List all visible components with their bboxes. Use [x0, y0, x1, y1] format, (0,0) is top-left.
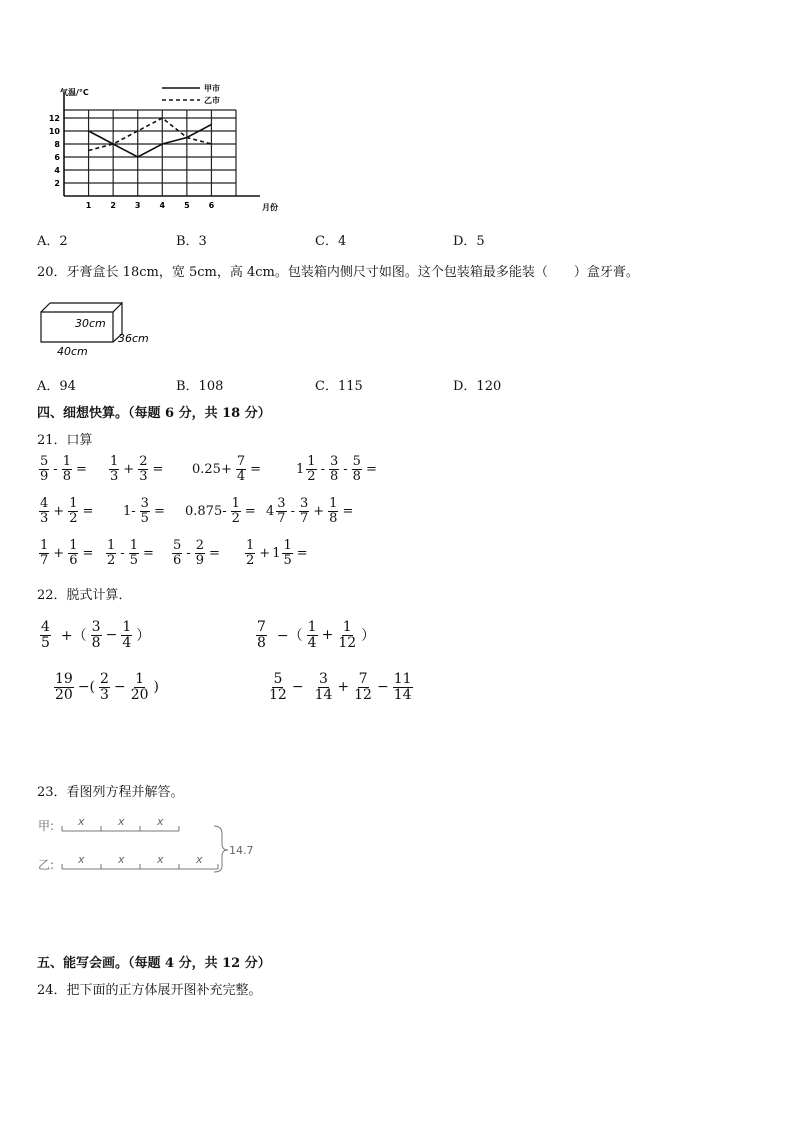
q19-option-d[interactable]: D．5: [453, 234, 485, 249]
x-label: x: [78, 815, 85, 828]
q24-title: 24．把下面的正方体展开图补充完整。: [37, 983, 262, 998]
x-label: x: [157, 815, 164, 828]
y-tick-label: 12: [48, 114, 60, 123]
q20-option-c[interactable]: C．115: [315, 379, 363, 394]
x-tick-label: 4: [159, 201, 166, 210]
x-label: x: [118, 853, 125, 866]
total-label: 14.7: [229, 844, 254, 857]
x-label: x: [157, 853, 164, 866]
q21-expr: $\frac{1}{2}$ - $\frac{1}{5}$ =: [107, 538, 154, 568]
box-top-label: 30cm: [75, 317, 106, 330]
y-tick-label: 4: [54, 166, 60, 175]
section-4-title: 四、细想快算。（每题 6 分，共 18 分）: [37, 406, 271, 421]
segment-diagram: [36, 812, 266, 874]
y-tick-label: 10: [48, 127, 60, 136]
x-label: x: [196, 853, 203, 866]
x-tick-label: 6: [208, 201, 215, 210]
series-line-jia: [89, 125, 212, 158]
legend-label: 乙市: [204, 96, 220, 105]
x-tick-label: 3: [134, 201, 141, 210]
q21-expr: 1 $\frac{1}{2}$ - $\frac{3}{8}$ - $\frac{5}{8}$ =: [296, 454, 377, 484]
x-tick-label: 5: [184, 201, 190, 210]
y-axis-title: 气温/°C: [60, 88, 89, 97]
x-tick-label: 1: [85, 201, 92, 210]
x-axis-title: 月份: [262, 203, 278, 212]
y-tick-label: 8: [54, 140, 60, 149]
q21-expr: $\frac{5}{9}$ - $\frac{1}{8}$ =: [40, 454, 87, 484]
q22-expr-d: $\frac{5}{12}$ − $\frac{3}{14}$ + $\frac{7}{12}$ − $\frac{11}{14}$: [269, 671, 412, 703]
section-5-title: 五、能写会画。（每题 4 分，共 12 分）: [37, 956, 271, 971]
packing-box-figure: [38, 300, 168, 360]
x-label: x: [78, 853, 85, 866]
q19-option-a[interactable]: A．2: [37, 234, 68, 249]
q21-expr: 4 $\frac{3}{7}$ - $\frac{3}{7}$ + $\frac{1}{8}$ =: [266, 496, 354, 526]
box-bottom-label: 40cm: [57, 345, 88, 358]
q19-option-b[interactable]: B．3: [176, 234, 207, 249]
q20-option-d[interactable]: D．120: [453, 379, 502, 394]
q21-expr: $\frac{1}{7}$ + $\frac{1}{6}$ =: [40, 538, 94, 568]
x-label: x: [118, 815, 125, 828]
x-tick-label: 2: [110, 201, 116, 210]
q23-title: 23．看图列方程并解答。: [37, 785, 184, 800]
y-tick-label: 2: [54, 179, 60, 188]
q20-question: 20．牙膏盒长 18cm，宽 5cm，高 4cm。包装箱内侧尺寸如图。这个包装箱最多能装（ ）盒牙膏。: [37, 265, 639, 280]
q22-expr-c: $\frac{19}{20}$ −( $\frac{2}{3}$ − $\frac{1}{20}$ ): [55, 671, 159, 703]
q22-title: 22．脱式计算．: [37, 588, 132, 603]
q21-expr: 0.25+ $\frac{7}{4}$ =: [192, 454, 262, 484]
q22-expr-a: $\frac{4}{5}$ +（ $\frac{3}{8}$ − $\frac{1}{4}$ ）: [41, 619, 151, 651]
q21-expr: $\frac{4}{3}$ + $\frac{1}{2}$ =: [40, 496, 94, 526]
q20-option-a[interactable]: A．94: [37, 379, 76, 394]
jia-label: 甲:: [38, 819, 55, 833]
temperature-line-chart: [50, 80, 290, 220]
q20-option-b[interactable]: B．108: [176, 379, 224, 394]
q19-option-c[interactable]: C．4: [315, 234, 347, 249]
legend-label: 甲市: [204, 84, 220, 93]
q21-expr: 1- $\frac{3}{5}$ =: [123, 496, 165, 526]
q21-expr: $\frac{1}{3}$ + $\frac{2}{3}$ =: [110, 454, 164, 484]
q22-expr-b: $\frac{7}{8}$ −（ $\frac{1}{4}$ + $\frac{1}{12}$ ）: [257, 619, 376, 651]
q21-expr: $\frac{1}{2}$ + 1 $\frac{1}{5}$ =: [246, 538, 308, 568]
q21-title: 21．口算: [37, 433, 93, 448]
y-tick-label: 6: [54, 153, 60, 162]
q21-expr: 0.875- $\frac{1}{2}$ =: [185, 496, 256, 526]
box-side-label: 36cm: [118, 332, 149, 345]
yi-label: 乙:: [38, 858, 55, 872]
q21-expr: $\frac{5}{6}$ - $\frac{2}{9}$ =: [173, 538, 220, 568]
